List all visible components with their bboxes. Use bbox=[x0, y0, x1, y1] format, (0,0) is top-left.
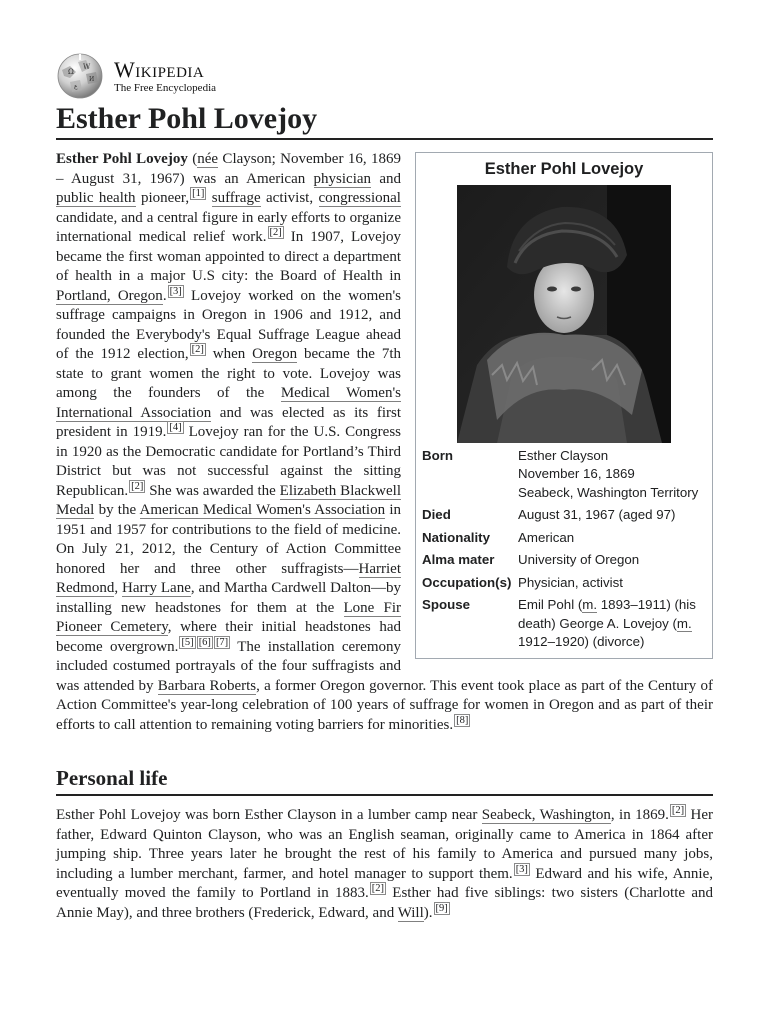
infobox-value-line: November 16, 1869 bbox=[518, 466, 635, 481]
infobox-value-line: American bbox=[518, 529, 575, 545]
wikipedia-wordmark[interactable] bbox=[114, 56, 217, 94]
wiki-link[interactable]: Oregon bbox=[252, 346, 298, 362]
svg-text:И: И bbox=[89, 76, 95, 83]
text-run: ( bbox=[187, 151, 198, 167]
infobox-label: Nationality bbox=[422, 529, 490, 545]
infobox-value-line: Physician, activist bbox=[518, 574, 623, 590]
text-run: ). bbox=[423, 904, 433, 921]
text-run: by the bbox=[94, 502, 140, 518]
citation-ref[interactable]: [6] bbox=[198, 636, 211, 648]
citation-ref[interactable]: [1] bbox=[192, 188, 205, 199]
wiki-link[interactable]: public health bbox=[56, 190, 136, 206]
infobox-value bbox=[518, 596, 706, 652]
text-run: Her father, Edward Quinton Clayson, who was an English seaman, originally came to America in 1864 after jumping ship. Three years later he brought the rest of his family to America and pursued many jobs, including a lumber merchant, farmer, and hotel manager to support them. bbox=[56, 807, 713, 882]
citation-ref[interactable]: [3] bbox=[169, 285, 182, 297]
infobox-row bbox=[422, 506, 706, 525]
wiki-link[interactable]: suffrage bbox=[211, 190, 261, 206]
text-run: Edward and his wife, Annie, eventually moved the family to Portland in 1883. bbox=[56, 865, 713, 901]
infobox-value bbox=[518, 551, 706, 570]
infobox-row bbox=[422, 447, 706, 503]
citation-ref[interactable]: [2] bbox=[371, 883, 385, 894]
citation-ref[interactable]: [8] bbox=[456, 714, 469, 726]
infobox-label: Spouse bbox=[422, 597, 471, 612]
infobox-value bbox=[518, 529, 706, 548]
infobox-row-spouse bbox=[422, 596, 706, 652]
infobox-rows bbox=[422, 447, 706, 593]
wiki-link[interactable]: Barbara Roberts bbox=[157, 677, 257, 694]
text-run: Lovejoy worked on the women's suffrage campaigns in Oregon in 1906 and 1912, and founded the Everybody's Equal Suffrage League ahead of the 1912 election, bbox=[56, 287, 401, 362]
wiki-link[interactable]: Seabeck, Washington bbox=[481, 807, 611, 823]
text-run: when bbox=[205, 346, 253, 362]
wiki-link[interactable]: Elizabeth Blackwell Medal bbox=[56, 482, 401, 518]
wiki-link[interactable]: Medical Women's International Association bbox=[56, 385, 401, 421]
text-run bbox=[206, 190, 211, 206]
text-run: activist, bbox=[260, 190, 319, 206]
text-run: 1893–1911) (his death) George A. Lovejoy ( bbox=[518, 597, 696, 631]
svg-text:ع: ع bbox=[74, 83, 78, 90]
infobox-value-line: Esther Clayson bbox=[518, 447, 609, 463]
text-run: Lovejoy ran for the U.S. Congress in 1920 as the Democratic candidate for Portland’s Third District but was not successful against the sitting Republican. bbox=[56, 424, 401, 499]
text-run: Clayson; November 16, 1869 – August 31, 1967) was an American bbox=[56, 151, 401, 187]
text-run: candidate, and a central figure in early efforts to organize international medical relief work. bbox=[56, 209, 401, 245]
text-run: Esther Pohl Lovejoy was born Esther Clayson in a lumber camp near bbox=[56, 807, 482, 823]
wiki-link[interactable]: congressional bbox=[318, 190, 401, 206]
text-run: Emil Pohl ( bbox=[518, 597, 583, 612]
infobox-value bbox=[518, 506, 706, 525]
text-run: , in 1869. bbox=[610, 807, 669, 823]
text-run: in 1951 and 1957 for contributions to the field of medicine. On July 21, 2012, the Century of Action Committee honored her and three other suffragists— bbox=[56, 502, 401, 577]
infobox-value-line: Seabeck, Washington Territory bbox=[518, 484, 699, 500]
citation-ref[interactable]: [7] bbox=[215, 636, 229, 648]
wiki-link[interactable]: m. bbox=[582, 597, 598, 612]
infobox-value-line: University of Oregon bbox=[518, 552, 640, 567]
wiki-link[interactable]: Will bbox=[397, 904, 424, 921]
text-run: and was elected as its first president in 1919. bbox=[56, 404, 401, 440]
site-header bbox=[56, 52, 713, 100]
personal-life-paragraph bbox=[56, 806, 713, 923]
infobox-label: Alma mater bbox=[422, 552, 495, 567]
svg-text:Ω: Ω bbox=[68, 68, 74, 76]
wiki-link[interactable]: Portland, Oregon bbox=[56, 287, 163, 304]
text-run: She was awarded the bbox=[145, 482, 280, 499]
wiki-link[interactable]: Harry Lane bbox=[122, 580, 191, 596]
wiki-link[interactable]: née bbox=[197, 151, 219, 167]
article-body bbox=[56, 150, 713, 923]
wikipedia-globe-icon[interactable] bbox=[56, 52, 104, 100]
text-run: . bbox=[162, 287, 167, 304]
infobox-label: Born bbox=[422, 447, 454, 463]
citation-ref[interactable]: [2] bbox=[191, 344, 204, 355]
page-content bbox=[56, 52, 713, 923]
page-title: Esther Pohl Lovejoy bbox=[56, 102, 713, 140]
text-run: The installation ceremony included costumed portrayals of the four suffragists and was attended by bbox=[56, 638, 402, 694]
site-name: Wikipedia bbox=[114, 56, 205, 82]
infobox-row bbox=[422, 529, 706, 548]
wiki-link[interactable]: Lone Fir Pioneer Cemetery bbox=[56, 599, 401, 635]
wiki-link[interactable]: physician bbox=[313, 170, 372, 187]
infobox-value bbox=[518, 447, 706, 503]
site-tagline: The Free Encyclopedia bbox=[114, 81, 217, 94]
citation-ref[interactable]: [9] bbox=[435, 902, 448, 914]
section-heading-personal-life: Personal life bbox=[56, 765, 713, 796]
text-run: became the 7th state to grant women the right to vote. Lovejoy was among the founders of the bbox=[56, 346, 401, 401]
infobox-title: Esther Pohl Lovejoy bbox=[484, 160, 644, 178]
infobox-label: Died bbox=[422, 507, 451, 522]
text-run: , where their initial headstones had become overgrown. bbox=[56, 619, 402, 655]
citation-ref[interactable]: [4] bbox=[169, 422, 182, 433]
subject-name: Esther Pohl Lovejoy bbox=[56, 151, 188, 167]
infobox bbox=[415, 152, 713, 659]
text-run: Esther had five siblings: two sisters (Charlotte and Annie May), and three brothers (Frederick, Edward, and bbox=[56, 885, 713, 921]
citation-ref[interactable]: [2] bbox=[131, 480, 144, 492]
citation-ref[interactable]: [3] bbox=[515, 863, 528, 875]
wiki-link[interactable]: Harriet Redmond bbox=[56, 560, 401, 596]
text-run: pioneer, bbox=[135, 190, 190, 206]
citation-ref[interactable]: [2] bbox=[269, 227, 282, 238]
wiki-link[interactable]: American Medical Women's Association bbox=[139, 502, 386, 518]
text-run: In 1907, Lovejoy became the first woman appointed to direct a department of health in a major U.S city: the Board of Health in bbox=[56, 229, 402, 284]
wiki-link[interactable]: m. bbox=[676, 615, 692, 631]
text-run: , bbox=[114, 580, 122, 596]
svg-text:W: W bbox=[83, 63, 91, 71]
citation-ref[interactable]: [2] bbox=[671, 805, 685, 816]
portrait-photo[interactable] bbox=[457, 185, 671, 443]
citation-ref[interactable]: [5] bbox=[181, 636, 194, 648]
text-run: , a former Oregon governor. This event took place as part of the Century of Action Committee's year-long celebration of 100 years of suffrage for women in Oregon and as part of their efforts to call attention to remaining voting barriers for minorities. bbox=[56, 677, 713, 733]
infobox-row bbox=[422, 574, 706, 593]
text-run: 1912–1920) (divorce) bbox=[518, 634, 645, 649]
infobox-row bbox=[422, 551, 706, 570]
infobox-label: Occupation(s) bbox=[422, 574, 512, 590]
text-run: and bbox=[371, 170, 401, 187]
infobox-value-line: August 31, 1967 (aged 97) bbox=[518, 507, 676, 522]
infobox-value bbox=[518, 574, 706, 593]
text-run: , and Martha Cardwell Dalton—by installing new headstones for them at the bbox=[56, 580, 402, 616]
